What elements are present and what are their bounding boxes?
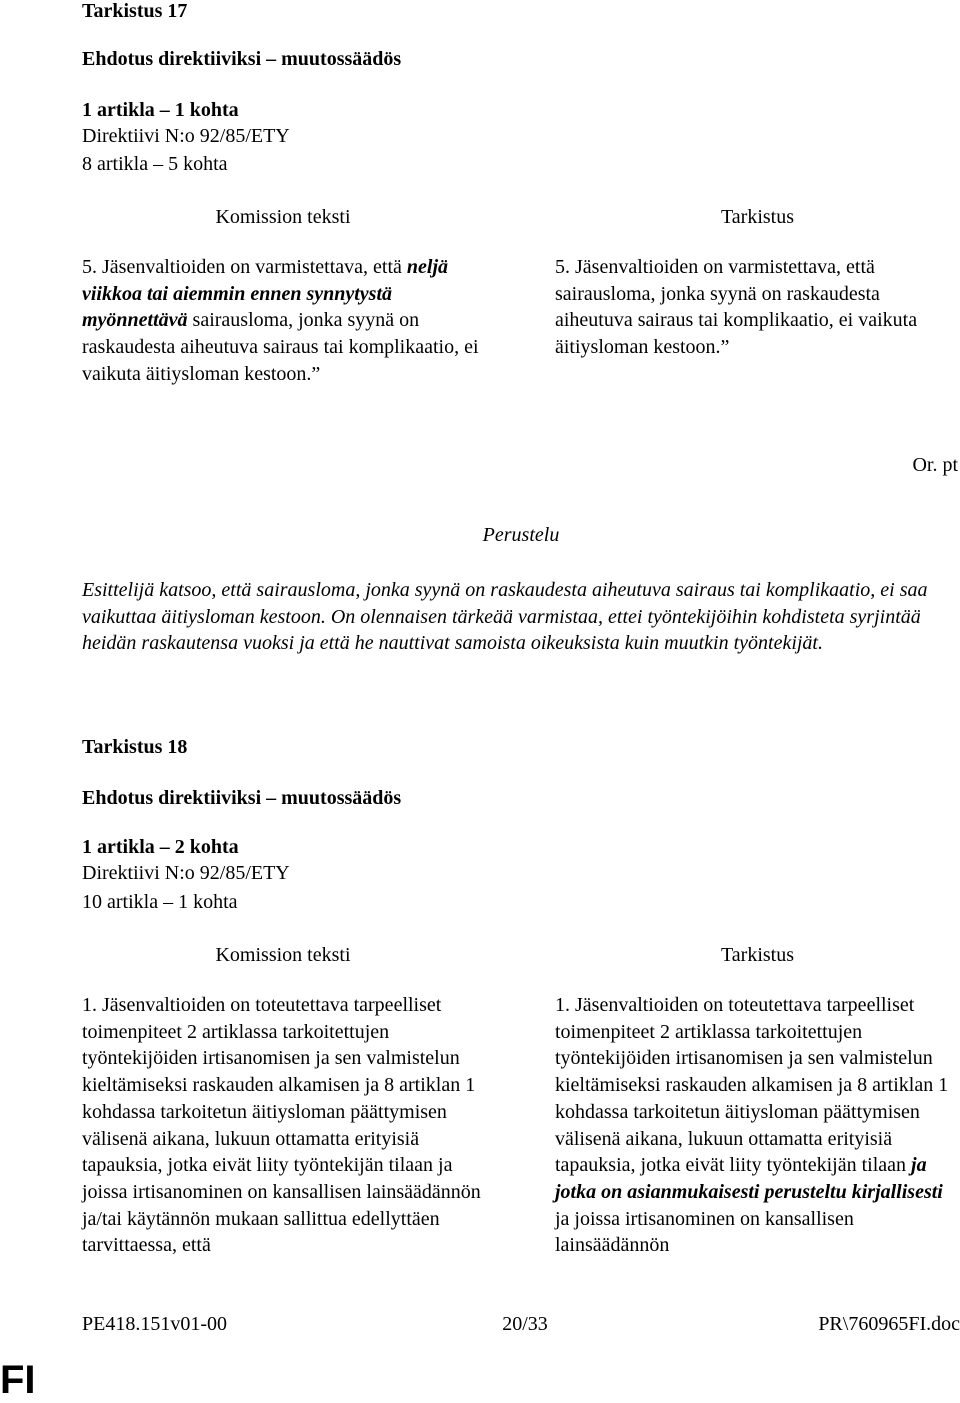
amendment-17-amendment-heading: Tarkistus (720, 206, 795, 228)
amendment-17-commission-text-heading: Komission teksti (215, 206, 351, 228)
amendment-text-part: ja joissa irtisanominen on kansallisen lainsäädännön (555, 1207, 854, 1257)
deleted-text: neljä viikkoa tai aiemmin ennen synnytystä myönnettävä (82, 256, 449, 332)
amendment-17-directive-ref: Direktiivi N:o 92/85/ETY (82, 125, 290, 147)
justification-heading: Perustelu (482, 524, 560, 546)
amendment-18-article-ref: 1 artikla – 2 kohta (82, 836, 239, 858)
amendment-17-sub-ref: 8 artikla – 5 kohta (82, 153, 228, 175)
amendment-18-sub-ref: 10 artikla – 1 kohta (82, 891, 238, 913)
amendment-18-commission-text-heading: Komission teksti (215, 944, 351, 966)
amendment-18-directive-ref: Direktiivi N:o 92/85/ETY (82, 862, 290, 884)
footer-page-number: 20/33 (502, 1313, 548, 1335)
amendment-17-amendment-text: 5. Jäsenvaltioiden on varmistettava, että sairausloma, jonka syynä on raskaudesta aiheutuva sairaus tai komplikaatio, ei vaikuta äitiysloman kestoon.” (555, 256, 918, 359)
justification-text: Esittelijä katsoo, että sairausloma, jonka syynä on raskaudesta aiheutuva sairaus tai komplikaatio, ei saa vaikuttaa äitiysloman kestoon. On olennaisen tärkeää varmistaa, ettei työntekijöihin kohdisteta syrjintää heidän raskautensa vuoksi ja että he nauttivat samoista oikeuksista kuin muutkin työntekijät. (82, 579, 928, 654)
language-code: FI (0, 1358, 36, 1402)
added-text: ja jotka on asianmukaisesti perusteltu kirjallisesti (555, 1154, 943, 1203)
amendment-18-commission-text: 1. Jäsenvaltioiden on toteutettava tarpeelliset toimenpiteet 2 artiklassa tarkoitettujen työntekijöiden irtisanomisen ja sen valmistelun kieltämiseksi raskauden alkamisen ja 8 artiklan 1 kohdassa tarkoitetun äitiysloman päättymisen välisenä aikana, lukuun ottamatta erityisiä tapauksia, jotka eivät liity työntekijän tilaan ja joissa irtisanominen on kansallisen lainsäädännön ja/tai käytännön mukaan sallittua edellyttäen tarvittaessa, että (82, 994, 481, 1257)
amendment-18-amendment-text (555, 992, 960, 1259)
amendment-17-article-ref: 1 artikla – 1 kohta (82, 99, 239, 121)
amendment-17-heading: Tarkistus 17 (82, 0, 188, 22)
original-language: Or. pt (912, 454, 958, 476)
commission-text-part: 5. Jäsenvaltioiden on varmistettava, että (82, 256, 407, 278)
amendment-18-proposal: Ehdotus direktiiviksi – muutossäädös (82, 787, 402, 809)
amendment-17-commission-text (82, 254, 484, 388)
amendment-17-proposal: Ehdotus direktiiviksi – muutossäädös (82, 48, 402, 70)
amendment-18-amendment-heading: Tarkistus (720, 944, 795, 966)
amendment-text-part: 1. Jäsenvaltioiden on toteutettava tarpeelliset toimenpiteet 2 artiklassa tarkoitettujen työntekijöiden irtisanomisen ja sen valmistelun kieltämiseksi raskauden alkamisen ja 8 artiklan 1 kohdassa tarkoitetun äitiysloman päättymisen välisenä aikana, lukuun ottamatta erityisiä tapauksia, jotka eivät liity työntekijän tilaan (555, 994, 949, 1177)
footer-document-id: PE418.151v01-00 (82, 1313, 227, 1335)
commission-text-part: sairausloma, jonka syynä on raskaudesta aiheutuva sairaus tai komplikaatio, ei vaikuta äitiysloman kestoon.” (82, 309, 479, 385)
amendment-18-heading: Tarkistus 18 (82, 736, 188, 758)
footer-file-name: PR\760965FI.doc (818, 1313, 960, 1335)
